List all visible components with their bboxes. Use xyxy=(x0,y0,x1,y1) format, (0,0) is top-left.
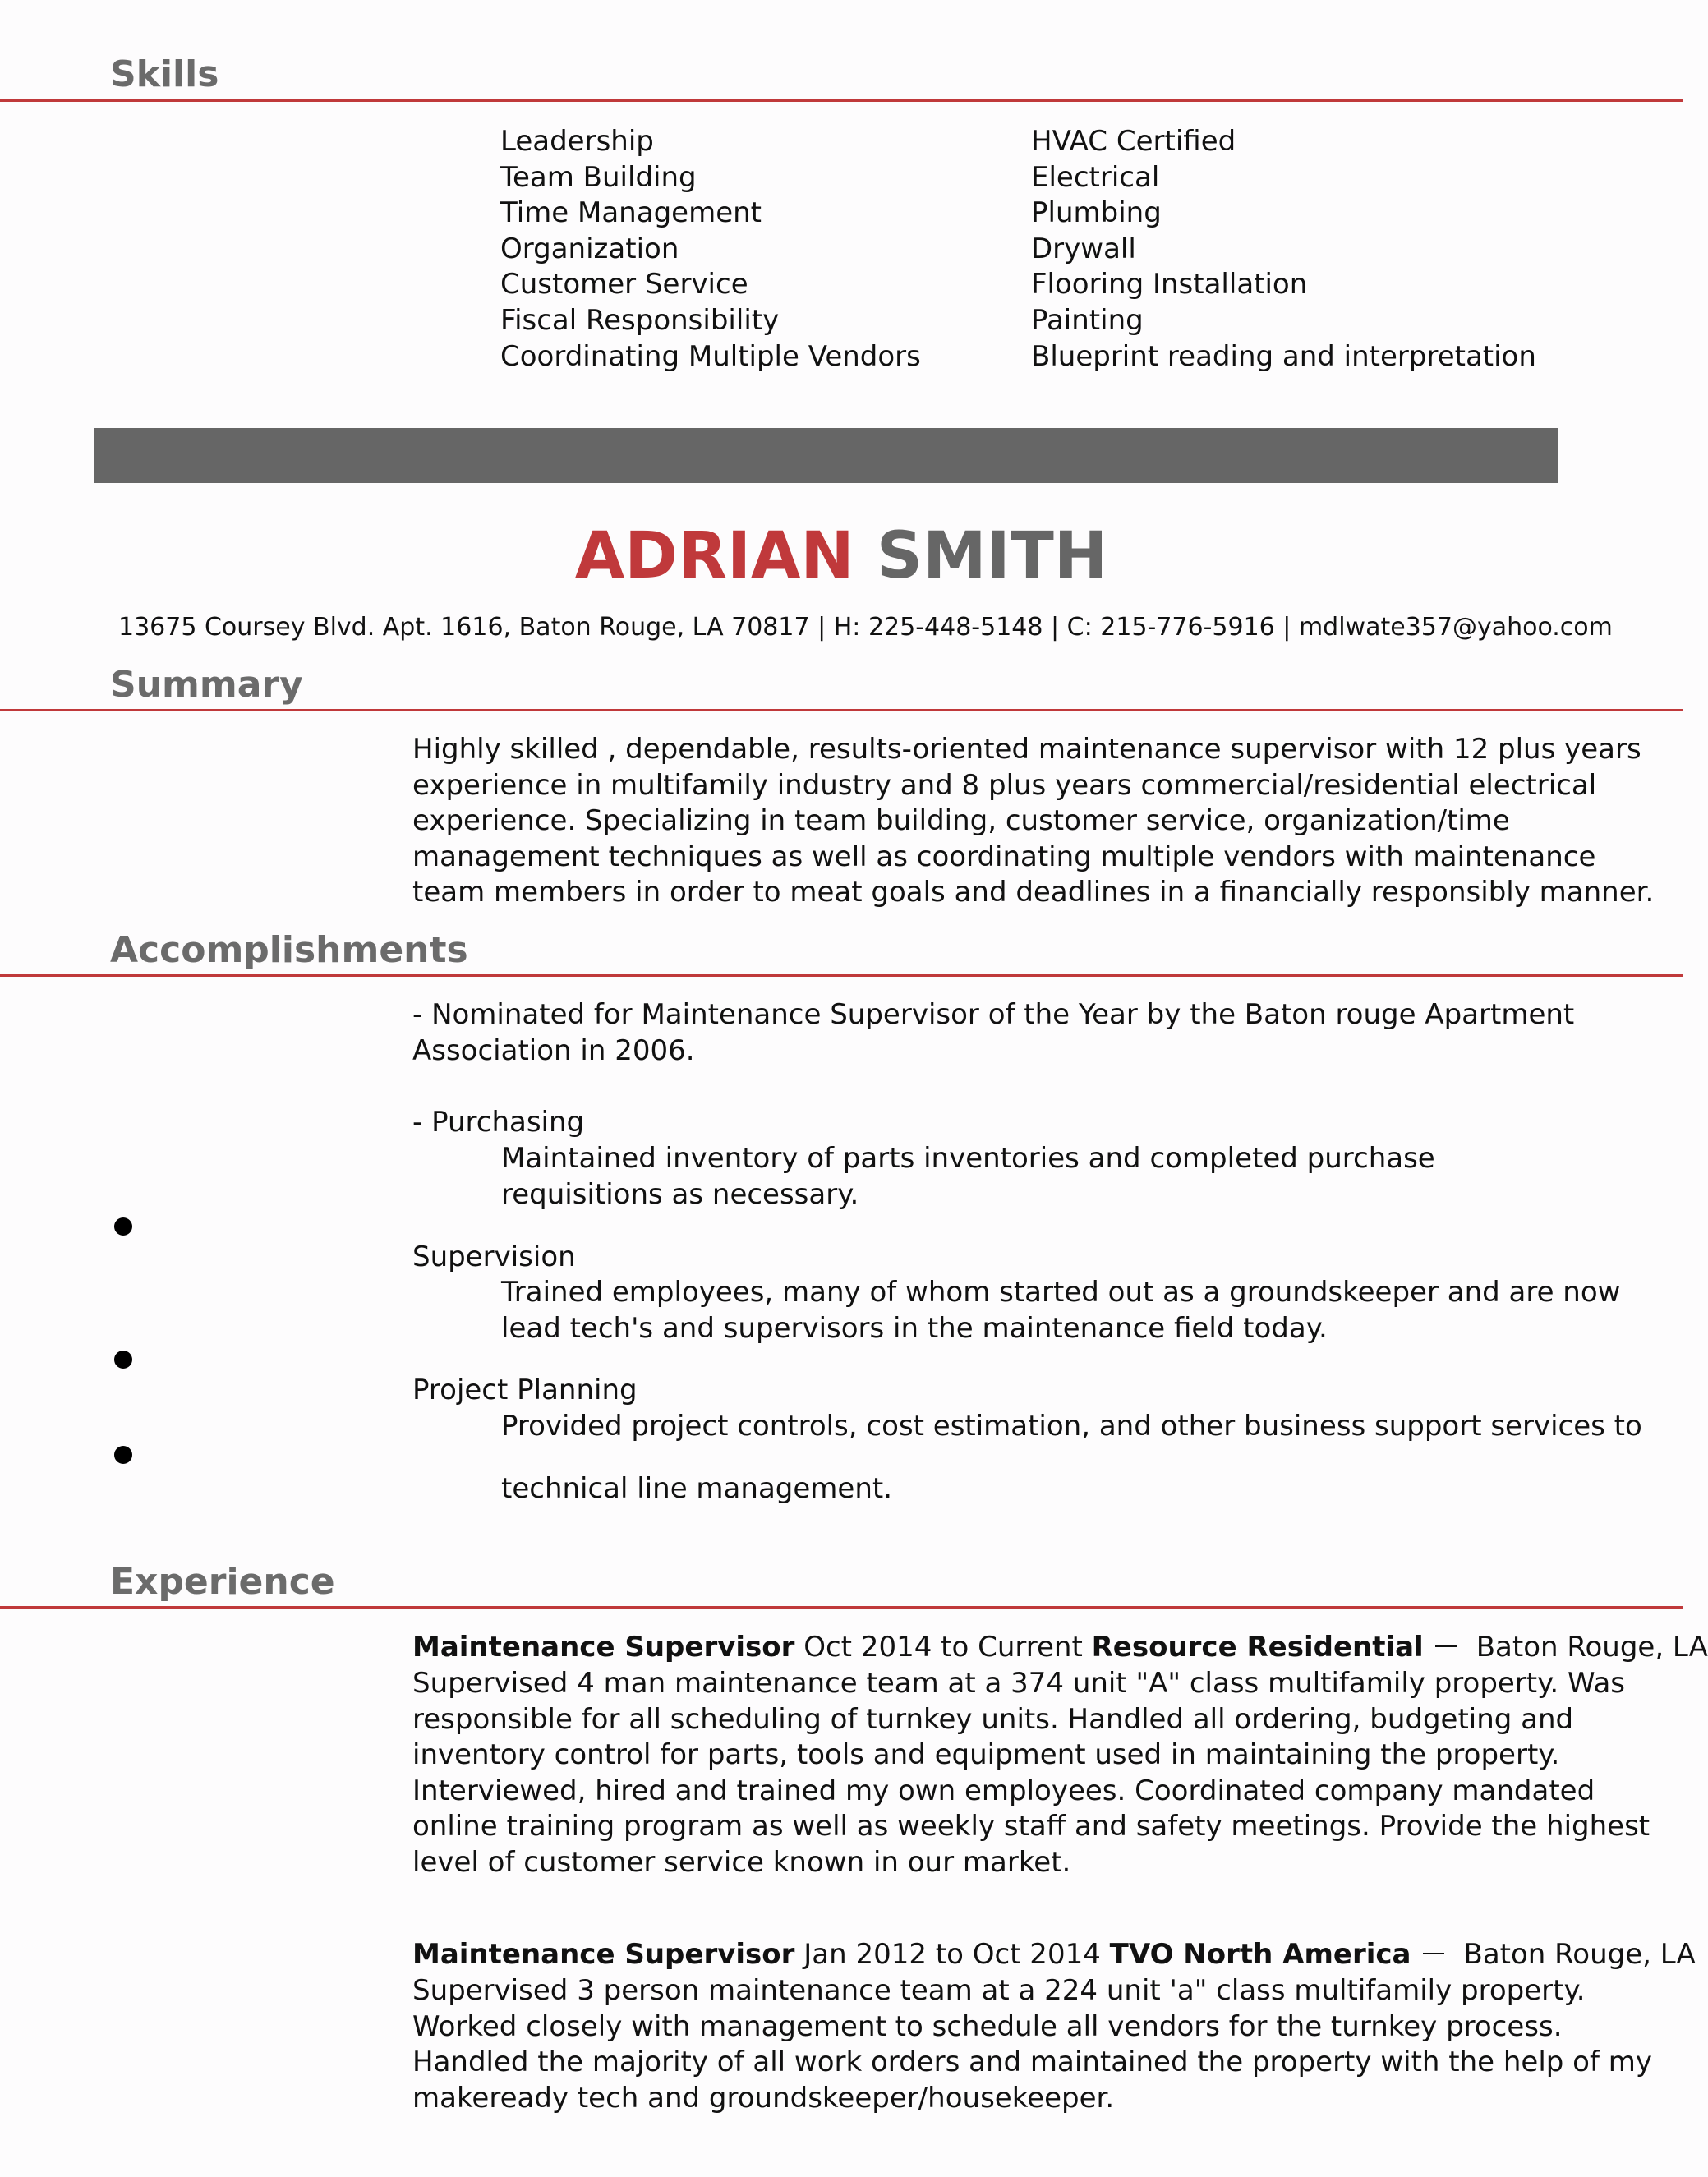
skill-item: Drywall xyxy=(1031,232,1136,265)
contact-info: 13675 Coursey Blvd. Apt. 1616, Baton Rouge, LA 70817 | H: 225-448-5148 | C: 215-776-5916 | mdlwate357@yahoo.com xyxy=(118,613,1613,642)
job-company: TVO North America xyxy=(1109,1938,1411,1971)
experience-heading: Experience xyxy=(110,1561,335,1603)
detail-line: lead tech's and supervisors in the maintenance field today. xyxy=(501,1311,1328,1345)
accomplishment-detail-supervision xyxy=(501,1275,1620,1346)
bullet-icon xyxy=(114,1351,132,1369)
job-description-line: Interviewed, hired and trained my own employees. Coordinated company mandated xyxy=(412,1774,1595,1807)
skill-item: Fiscal Responsibility xyxy=(500,303,780,337)
accomplishment-detail-project-planning xyxy=(501,1409,1642,1507)
job-dates: Oct 2014 to Current xyxy=(803,1631,1083,1664)
summary-line: management techniques as well as coordinating multiple vendors with maintenance xyxy=(412,840,1596,873)
job-header xyxy=(412,1937,1696,1973)
dash-separator xyxy=(1435,1645,1457,1647)
nomination-line: Association in 2006. xyxy=(412,1033,695,1067)
accomplishments-heading: Accomplishments xyxy=(110,929,468,971)
summary-line: experience in multifamily industry and 8 plus years commercial/residential electrical xyxy=(412,768,1597,802)
experience-divider xyxy=(0,1606,1683,1609)
candidate-name xyxy=(0,519,1683,593)
job-location: Baton Rouge, LA xyxy=(1476,1631,1708,1664)
job-location: Baton Rouge, LA xyxy=(1463,1938,1696,1971)
accomplishments-divider xyxy=(0,974,1683,977)
dash-separator xyxy=(1423,1953,1444,1954)
skills-list-left xyxy=(500,124,921,375)
job-description-line: responsible for all scheduling of turnkey units. Handled all ordering, budgeting and xyxy=(412,1702,1574,1736)
job-description-line: Worked closely with management to schedule all vendors for the turnkey process. xyxy=(412,2009,1563,2043)
job-header xyxy=(412,1630,1708,1666)
summary-divider xyxy=(0,709,1683,711)
skill-item: Flooring Installation xyxy=(1031,268,1308,301)
job-description-line: Supervised 3 person maintenance team at a 224 unit 'a" class multifamily property. xyxy=(412,1974,1586,2007)
skill-item: Blueprint reading and interpretation xyxy=(1031,339,1536,373)
skill-item: Leadership xyxy=(500,125,654,158)
job-title: Maintenance Supervisor xyxy=(412,1631,795,1664)
accomplishment-title-supervision: Supervision xyxy=(412,1240,576,1273)
summary-line: team members in order to meat goals and deadlines in a financially responsibly manner. xyxy=(412,876,1655,909)
detail-line: Provided project controls, cost estimation, and other business support services to xyxy=(501,1410,1642,1443)
skills-list-right xyxy=(1031,124,1536,375)
detail-line: Trained employees, many of whom started out as a groundskeeper and are now xyxy=(501,1276,1621,1309)
header-band xyxy=(94,428,1558,483)
job-description-line: Supervised 4 man maintenance team at a 374 unit "A" class multifamily property. Was xyxy=(412,1667,1626,1700)
skill-item: Plumbing xyxy=(1031,196,1162,230)
skill-item: Organization xyxy=(500,232,679,265)
job-description-line: level of customer service known in our market. xyxy=(412,1845,1071,1879)
job-description xyxy=(412,1973,1652,2116)
summary-line: experience. Specializing in team building, customer service, organization/time xyxy=(412,804,1510,838)
job-description xyxy=(412,1666,1650,1881)
skill-item: HVAC Certified xyxy=(1031,125,1236,158)
skills-divider xyxy=(0,99,1683,102)
skills-heading: Skills xyxy=(110,53,219,95)
skill-item: Team Building xyxy=(500,160,697,194)
skill-item: Time Management xyxy=(500,196,762,230)
accomplishment-title-project-planning: Project Planning xyxy=(412,1374,638,1406)
job-title: Maintenance Supervisor xyxy=(412,1938,795,1971)
bullet-icon xyxy=(114,1446,132,1464)
skill-item: Painting xyxy=(1031,303,1144,337)
summary-heading: Summary xyxy=(110,664,303,706)
accomplishment-title-purchasing: - Purchasing xyxy=(412,1106,585,1139)
accomplishment-detail-purchasing xyxy=(501,1141,1435,1213)
summary-line: Highly skilled , dependable, results-oriented maintenance supervisor with 12 plus years xyxy=(412,733,1641,766)
skill-item: Coordinating Multiple Vendors xyxy=(500,339,921,373)
first-name: ADRIAN xyxy=(574,519,854,593)
detail-line: requisitions as necessary. xyxy=(501,1177,859,1211)
nomination-text xyxy=(412,997,1574,1069)
last-name: SMITH xyxy=(876,519,1108,593)
skill-item: Customer Service xyxy=(500,268,748,301)
job-description-line: Handled the majority of all work orders and maintained the property with the help of my xyxy=(412,2046,1652,2079)
job-description-line: inventory control for parts, tools and equipment used in maintaining the property. xyxy=(412,1738,1560,1772)
bullet-icon xyxy=(114,1217,132,1236)
job-company: Resource Residential xyxy=(1091,1631,1424,1664)
detail-line: Maintained inventory of parts inventories and completed purchase xyxy=(501,1142,1435,1175)
detail-line: technical line management. xyxy=(501,1471,892,1505)
summary-text xyxy=(412,732,1654,911)
nomination-line: - Nominated for Maintenance Supervisor of the Year by the Baton rouge Apartment xyxy=(412,998,1575,1031)
job-description-line: online training program as well as weekly staff and safety meetings. Provide the highest xyxy=(412,1810,1650,1843)
skill-item: Electrical xyxy=(1031,160,1160,194)
job-dates: Jan 2012 to Oct 2014 xyxy=(803,1938,1101,1971)
job-description-line: makeready tech and groundskeeper/housekeeper. xyxy=(412,2081,1115,2115)
